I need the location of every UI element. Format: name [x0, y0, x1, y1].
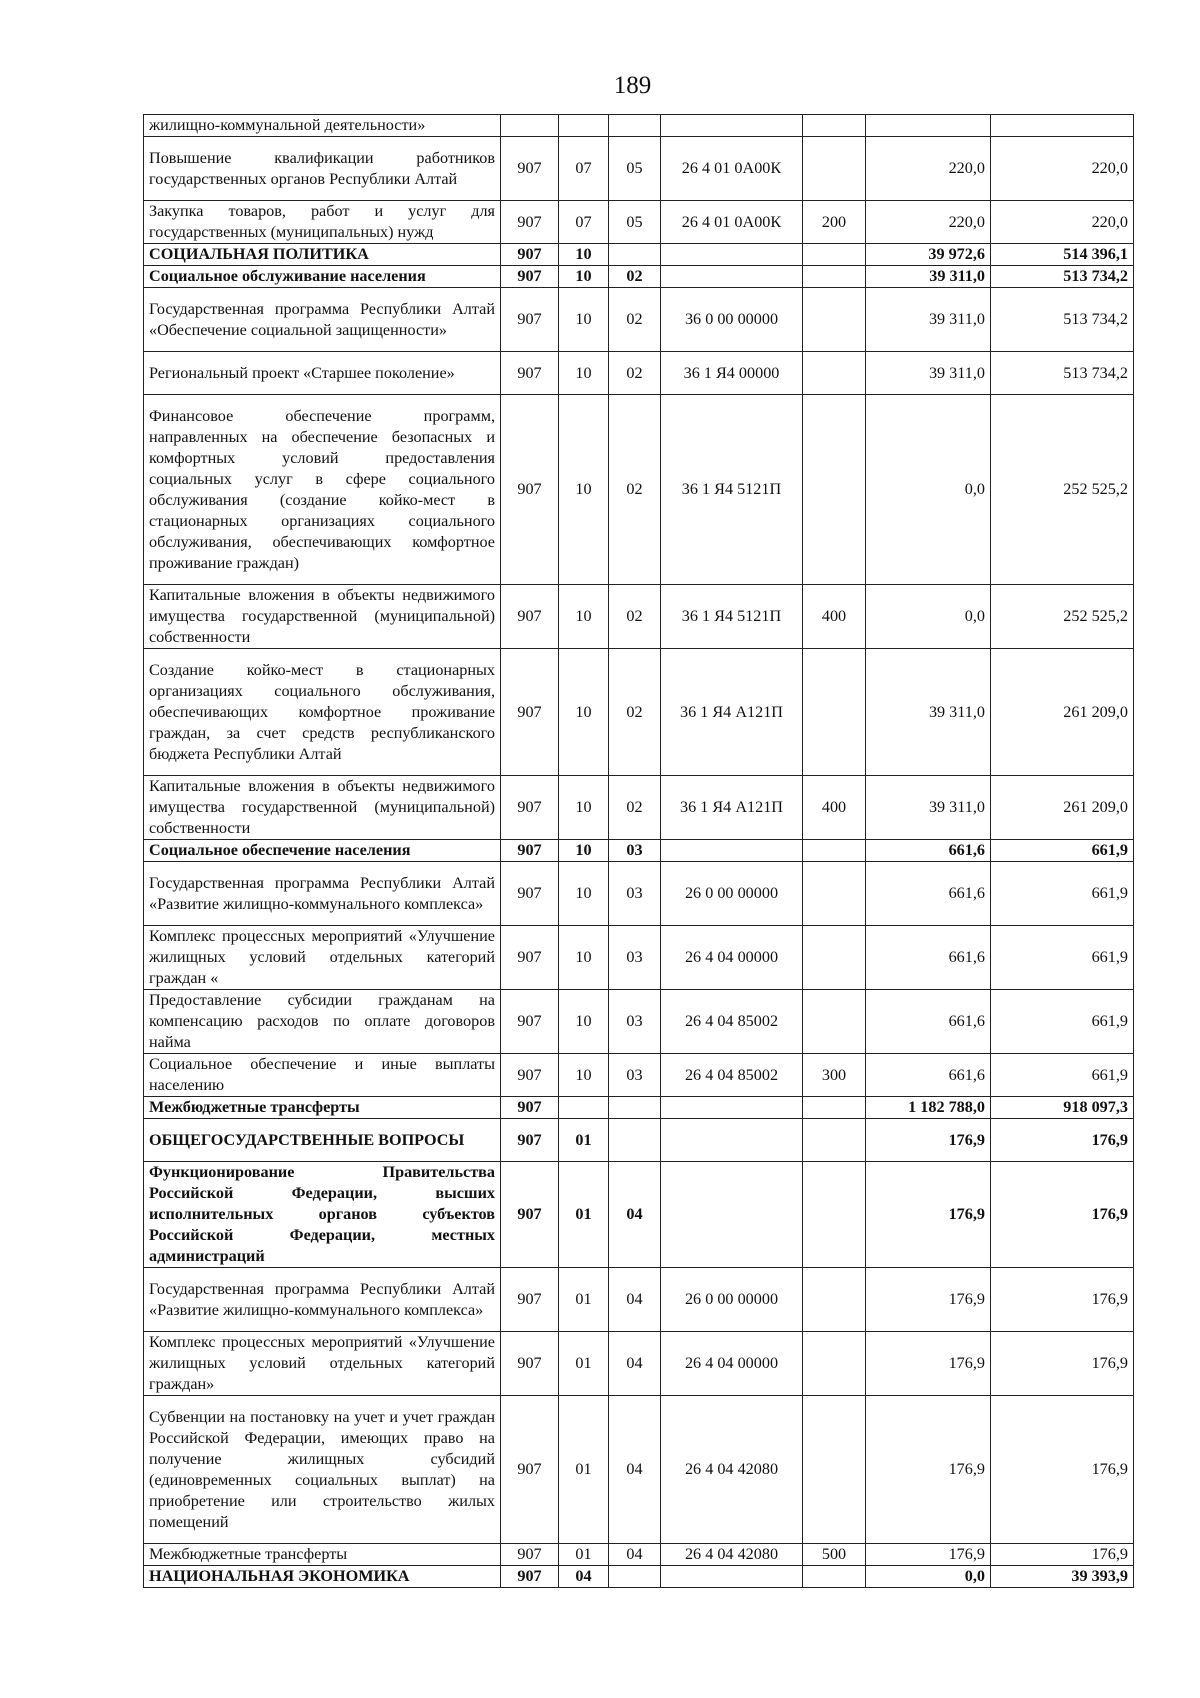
item-name-cell: ОБЩЕГОСУДАРСТВЕННЫЕ ВОПРОСЫ [144, 1119, 501, 1162]
amount-year2-cell: 661,9 [991, 1054, 1134, 1097]
subsection-code-cell: 03 [609, 862, 661, 926]
grbs-code-cell: 907 [501, 395, 559, 585]
amount-year2-cell: 176,9 [991, 1544, 1134, 1566]
amount-year1-cell: 39 972,6 [866, 244, 991, 266]
table-row [144, 201, 1134, 244]
item-name-cell: Предоставление субсидии гражданам на компенсацию расходов по оплате договоров найма [144, 990, 501, 1054]
amount-year2-cell: 513 734,2 [991, 352, 1134, 395]
subsection-code-cell: 04 [609, 1268, 661, 1332]
grbs-code-cell: 907 [501, 1332, 559, 1396]
amount-year2-cell: 661,9 [991, 840, 1134, 862]
expense-type-cell [803, 244, 866, 266]
section-code-cell: 10 [559, 585, 609, 649]
table-row [144, 585, 1134, 649]
amount-year1-cell: 176,9 [866, 1162, 991, 1268]
target-article-cell: 36 1 Я4 5121П [661, 395, 803, 585]
expense-type-cell [803, 926, 866, 990]
table-row [144, 1566, 1134, 1588]
table-row [144, 352, 1134, 395]
grbs-code-cell: 907 [501, 288, 559, 352]
table-row [144, 395, 1134, 585]
subsection-code-cell: 03 [609, 1054, 661, 1097]
item-name-cell: Межбюджетные трансферты [144, 1544, 501, 1566]
amount-year1-cell: 661,6 [866, 926, 991, 990]
amount-year2-cell: 261 209,0 [991, 649, 1134, 776]
amount-year1-cell: 0,0 [866, 585, 991, 649]
target-article-cell [661, 840, 803, 862]
grbs-code-cell: 907 [501, 1268, 559, 1332]
target-article-cell: 26 4 04 00000 [661, 926, 803, 990]
section-code-cell: 10 [559, 1054, 609, 1097]
target-article-cell: 26 4 01 0А00К [661, 137, 803, 201]
amount-year1-cell: 0,0 [866, 1566, 991, 1588]
amount-year1-cell: 220,0 [866, 137, 991, 201]
amount-year1-cell: 220,0 [866, 201, 991, 244]
target-article-cell [661, 1097, 803, 1119]
item-name-cell: Социальное обеспечение населения [144, 840, 501, 862]
target-article-cell [661, 266, 803, 288]
amount-year1-cell: 176,9 [866, 1332, 991, 1396]
expense-type-cell [803, 1332, 866, 1396]
item-name-cell: Закупка товаров, работ и услуг для государственных (муниципальных) нужд [144, 201, 501, 244]
target-article-cell: 36 1 Я4 00000 [661, 352, 803, 395]
section-code-cell [559, 115, 609, 137]
table-row [144, 990, 1134, 1054]
grbs-code-cell: 907 [501, 862, 559, 926]
subsection-code-cell: 05 [609, 137, 661, 201]
target-article-cell: 26 4 04 00000 [661, 1332, 803, 1396]
table-row [144, 649, 1134, 776]
subsection-code-cell: 02 [609, 649, 661, 776]
expense-type-cell [803, 1396, 866, 1544]
expense-type-cell [803, 840, 866, 862]
grbs-code-cell: 907 [501, 776, 559, 840]
section-code-cell: 07 [559, 137, 609, 201]
amount-year1-cell: 39 311,0 [866, 266, 991, 288]
section-code-cell: 10 [559, 288, 609, 352]
expense-type-cell [803, 1097, 866, 1119]
expense-type-cell [803, 1162, 866, 1268]
section-code-cell: 04 [559, 1566, 609, 1588]
amount-year1-cell: 176,9 [866, 1396, 991, 1544]
table-row [144, 840, 1134, 862]
grbs-code-cell: 907 [501, 990, 559, 1054]
item-name-cell: Государственная программа Республики Алтай «Развитие жилищно-коммунального комплекса» [144, 862, 501, 926]
amount-year1-cell [866, 115, 991, 137]
amount-year1-cell: 39 311,0 [866, 288, 991, 352]
item-name-cell: Социальное обслуживание населения [144, 266, 501, 288]
section-code-cell: 01 [559, 1332, 609, 1396]
amount-year1-cell: 0,0 [866, 395, 991, 585]
amount-year1-cell: 661,6 [866, 990, 991, 1054]
grbs-code-cell: 907 [501, 1097, 559, 1119]
item-name-cell: Государственная программа Республики Алтай «Развитие жилищно-коммунального комплекса» [144, 1268, 501, 1332]
amount-year2-cell: 220,0 [991, 137, 1134, 201]
expense-type-cell [803, 115, 866, 137]
table-row [144, 1332, 1134, 1396]
amount-year2-cell: 918 097,3 [991, 1097, 1134, 1119]
amount-year2-cell: 176,9 [991, 1332, 1134, 1396]
item-name-cell: НАЦИОНАЛЬНАЯ ЭКОНОМИКА [144, 1566, 501, 1588]
subsection-code-cell: 02 [609, 585, 661, 649]
grbs-code-cell: 907 [501, 244, 559, 266]
amount-year1-cell: 661,6 [866, 862, 991, 926]
amount-year1-cell: 1 182 788,0 [866, 1097, 991, 1119]
grbs-code-cell: 907 [501, 1566, 559, 1588]
item-name-cell: Создание койко-мест в стационарных организациях социального обслуживания, обеспечивающих комфортное проживание граждан, за счет средств республиканского бюджета Республики Алтай [144, 649, 501, 776]
amount-year2-cell: 514 396,1 [991, 244, 1134, 266]
target-article-cell [661, 115, 803, 137]
grbs-code-cell: 907 [501, 137, 559, 201]
target-article-cell: 36 1 Я4 А121П [661, 776, 803, 840]
subsection-code-cell: 05 [609, 201, 661, 244]
amount-year2-cell: 513 734,2 [991, 288, 1134, 352]
section-code-cell: 01 [559, 1162, 609, 1268]
subsection-code-cell [609, 1097, 661, 1119]
table-row [144, 244, 1134, 266]
table-row [144, 1119, 1134, 1162]
amount-year1-cell: 176,9 [866, 1268, 991, 1332]
section-code-cell: 10 [559, 352, 609, 395]
amount-year2-cell [991, 115, 1134, 137]
amount-year1-cell: 661,6 [866, 840, 991, 862]
table-row [144, 1097, 1134, 1119]
section-code-cell: 10 [559, 926, 609, 990]
target-article-cell [661, 1162, 803, 1268]
grbs-code-cell: 907 [501, 840, 559, 862]
section-code-cell: 10 [559, 244, 609, 266]
grbs-code-cell: 907 [501, 1544, 559, 1566]
target-article-cell: 26 4 04 42080 [661, 1544, 803, 1566]
table-row [144, 1162, 1134, 1268]
subsection-code-cell: 02 [609, 266, 661, 288]
expense-type-cell [803, 395, 866, 585]
subsection-code-cell [609, 1119, 661, 1162]
target-article-cell: 26 4 01 0А00К [661, 201, 803, 244]
target-article-cell: 36 1 Я4 5121П [661, 585, 803, 649]
amount-year2-cell: 220,0 [991, 201, 1134, 244]
amount-year1-cell: 176,9 [866, 1119, 991, 1162]
target-article-cell: 26 4 04 85002 [661, 1054, 803, 1097]
grbs-code-cell: 907 [501, 201, 559, 244]
subsection-code-cell: 04 [609, 1332, 661, 1396]
amount-year1-cell: 39 311,0 [866, 776, 991, 840]
expense-type-cell: 500 [803, 1544, 866, 1566]
item-name-cell: Функционирование Правительства Российской Федерации, высших исполнительных органов субъектов Российской Федерации, местных администраций [144, 1162, 501, 1268]
amount-year1-cell: 176,9 [866, 1544, 991, 1566]
section-code-cell: 10 [559, 776, 609, 840]
expense-type-cell: 200 [803, 201, 866, 244]
amount-year2-cell: 176,9 [991, 1162, 1134, 1268]
subsection-code-cell: 02 [609, 776, 661, 840]
amount-year2-cell: 513 734,2 [991, 266, 1134, 288]
amount-year2-cell: 176,9 [991, 1119, 1134, 1162]
table-row [144, 1268, 1134, 1332]
subsection-code-cell: 03 [609, 840, 661, 862]
amount-year2-cell: 252 525,2 [991, 395, 1134, 585]
amount-year2-cell: 661,9 [991, 926, 1134, 990]
expense-type-cell [803, 990, 866, 1054]
section-code-cell: 07 [559, 201, 609, 244]
grbs-code-cell: 907 [501, 1119, 559, 1162]
section-code-cell: 10 [559, 862, 609, 926]
subsection-code-cell: 03 [609, 926, 661, 990]
subsection-code-cell [609, 1566, 661, 1588]
amount-year2-cell: 661,9 [991, 990, 1134, 1054]
section-code-cell: 01 [559, 1268, 609, 1332]
grbs-code-cell: 907 [501, 1396, 559, 1544]
subsection-code-cell [609, 244, 661, 266]
item-name-cell: Социальное обеспечение и иные выплаты населению [144, 1054, 501, 1097]
amount-year2-cell: 39 393,9 [991, 1566, 1134, 1588]
target-article-cell [661, 1566, 803, 1588]
table-row [144, 115, 1134, 137]
table-row [144, 862, 1134, 926]
grbs-code-cell: 907 [501, 1162, 559, 1268]
table-row [144, 137, 1134, 201]
section-code-cell: 10 [559, 840, 609, 862]
item-name-cell: Субвенции на постановку на учет и учет граждан Российской Федерации, имеющих право на получение жилищных субсидий (единовременных социальных выплат) на приобретение или строительство жилых помещений [144, 1396, 501, 1544]
item-name-cell: Комплекс процессных мероприятий «Улучшение жилищных условий отдельных категорий граждан « [144, 926, 501, 990]
expense-type-cell: 400 [803, 776, 866, 840]
amount-year2-cell: 661,9 [991, 862, 1134, 926]
expense-type-cell [803, 862, 866, 926]
expense-type-cell [803, 1268, 866, 1332]
grbs-code-cell: 907 [501, 926, 559, 990]
amount-year2-cell: 261 209,0 [991, 776, 1134, 840]
amount-year2-cell: 176,9 [991, 1268, 1134, 1332]
target-article-cell [661, 1119, 803, 1162]
amount-year2-cell: 176,9 [991, 1396, 1134, 1544]
expense-type-cell: 400 [803, 585, 866, 649]
table-row [144, 926, 1134, 990]
subsection-code-cell: 02 [609, 395, 661, 585]
expense-type-cell [803, 266, 866, 288]
expense-type-cell [803, 137, 866, 201]
subsection-code-cell: 04 [609, 1396, 661, 1544]
item-name-cell: Капитальные вложения в объекты недвижимого имущества государственной (муниципальной) собственности [144, 585, 501, 649]
section-code-cell: 01 [559, 1396, 609, 1544]
table-row [144, 1054, 1134, 1097]
target-article-cell: 26 0 00 00000 [661, 862, 803, 926]
subsection-code-cell: 04 [609, 1544, 661, 1566]
subsection-code-cell [609, 115, 661, 137]
amount-year2-cell: 252 525,2 [991, 585, 1134, 649]
grbs-code-cell: 907 [501, 649, 559, 776]
section-code-cell [559, 1097, 609, 1119]
item-name-cell: Межбюджетные трансферты [144, 1097, 501, 1119]
expense-type-cell [803, 352, 866, 395]
subsection-code-cell: 02 [609, 288, 661, 352]
table-body [144, 115, 1134, 1588]
amount-year1-cell: 39 311,0 [866, 649, 991, 776]
table-row [144, 288, 1134, 352]
section-code-cell: 10 [559, 990, 609, 1054]
expense-type-cell [803, 649, 866, 776]
target-article-cell: 26 4 04 42080 [661, 1396, 803, 1544]
subsection-code-cell: 04 [609, 1162, 661, 1268]
subsection-code-cell: 02 [609, 352, 661, 395]
expense-type-cell [803, 1566, 866, 1588]
section-code-cell: 10 [559, 395, 609, 585]
table-row [144, 1544, 1134, 1566]
target-article-cell: 36 1 Я4 А121П [661, 649, 803, 776]
page-number: 189 [613, 72, 652, 99]
grbs-code-cell: 907 [501, 266, 559, 288]
grbs-code-cell: 907 [501, 1054, 559, 1097]
table-row [144, 1396, 1134, 1544]
table-row [144, 776, 1134, 840]
expense-type-cell [803, 288, 866, 352]
amount-year1-cell: 661,6 [866, 1054, 991, 1097]
expense-type-cell [803, 1119, 866, 1162]
item-name-cell: СОЦИАЛЬНАЯ ПОЛИТИКА [144, 244, 501, 266]
subsection-code-cell: 03 [609, 990, 661, 1054]
item-name-cell: Повышение квалификации работников государственных органов Республики Алтай [144, 137, 501, 201]
item-name-cell: Региональный проект «Старшее поколение» [144, 352, 501, 395]
target-article-cell: 26 0 00 00000 [661, 1268, 803, 1332]
target-article-cell [661, 244, 803, 266]
grbs-code-cell [501, 115, 559, 137]
section-code-cell: 10 [559, 649, 609, 776]
section-code-cell: 01 [559, 1119, 609, 1162]
amount-year1-cell: 39 311,0 [866, 352, 991, 395]
item-name-cell: Государственная программа Республики Алтай «Обеспечение социальной защищенности» [144, 288, 501, 352]
grbs-code-cell: 907 [501, 585, 559, 649]
section-code-cell: 10 [559, 266, 609, 288]
target-article-cell: 36 0 00 00000 [661, 288, 803, 352]
grbs-code-cell: 907 [501, 352, 559, 395]
item-name-cell: жилищно-коммунальной деятельности» [144, 115, 501, 137]
expense-type-cell: 300 [803, 1054, 866, 1097]
target-article-cell: 26 4 04 85002 [661, 990, 803, 1054]
item-name-cell: Комплекс процессных мероприятий «Улучшение жилищных условий отдельных категорий граждан» [144, 1332, 501, 1396]
item-name-cell: Капитальные вложения в объекты недвижимого имущества государственной (муниципальной) собственности [144, 776, 501, 840]
table-row [144, 266, 1134, 288]
budget-table [143, 114, 1134, 1588]
section-code-cell: 01 [559, 1544, 609, 1566]
item-name-cell: Финансовое обеспечение программ, направленных на обеспечение безопасных и комфортных условий предоставления социальных услуг в сфере социального обслуживания (создание койко-мест в стационарных организациях социального обслуживания, обеспечивающих комфортное проживание граждан) [144, 395, 501, 585]
